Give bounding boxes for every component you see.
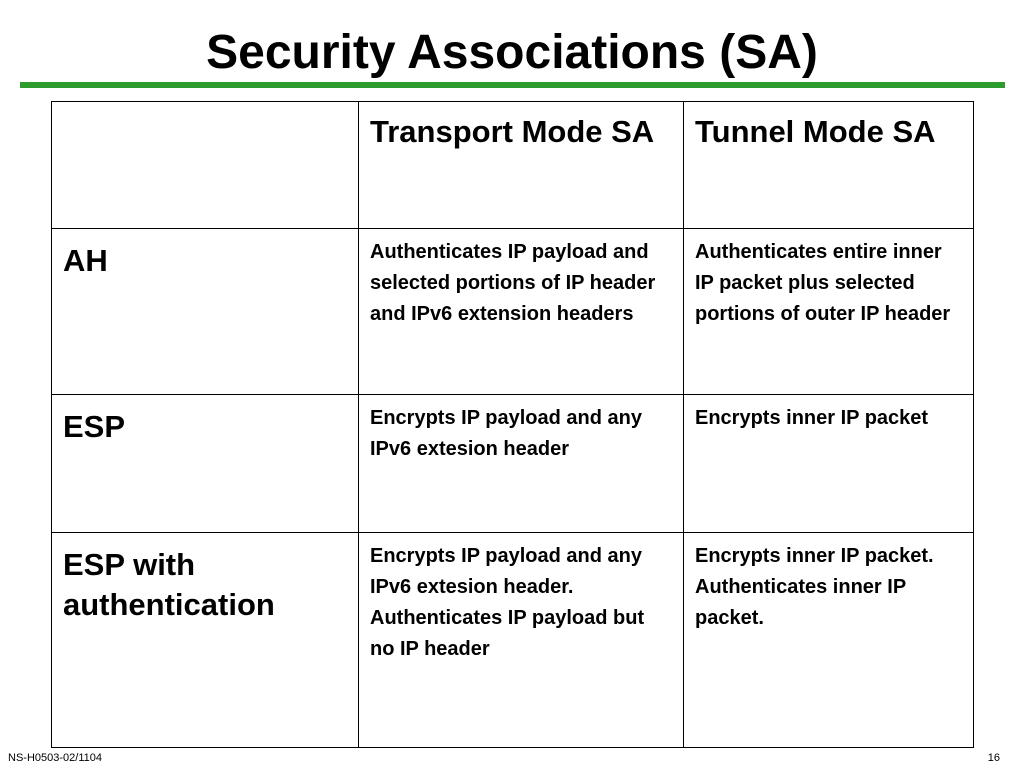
table-header-transport-mode: Transport Mode SA — [359, 102, 684, 229]
footer-page-number: 16 — [987, 752, 1000, 764]
cell-ah-tunnel: Authenticates entire inner IP packet plus selected portions of outer IP header — [684, 229, 974, 395]
cell-esp-auth-tunnel: Encrypts inner IP packet. Authenticates inner IP packet. — [684, 533, 974, 748]
table-row-ah — [52, 229, 974, 395]
table-row-esp-auth — [52, 533, 974, 748]
cell-esp-transport: Encrypts IP payload and any IPv6 extesion header — [359, 395, 684, 533]
sa-comparison-table — [51, 101, 974, 748]
row-label-esp-auth: ESP with authentication — [52, 533, 359, 748]
table-header-tunnel-mode: Tunnel Mode SA — [684, 102, 974, 229]
table-row-esp — [52, 395, 974, 533]
table-header-empty — [52, 102, 359, 229]
cell-esp-auth-transport: Encrypts IP payload and any IPv6 extesion header. Authenticates IP payload but no IP header — [359, 533, 684, 748]
footer-doc-id: NS-H0503-02/1104 — [8, 752, 102, 764]
table-header-row — [52, 102, 974, 229]
cell-esp-tunnel: Encrypts inner IP packet — [684, 395, 974, 533]
title-underline — [20, 82, 1005, 88]
row-label-ah: AH — [52, 229, 359, 395]
row-label-esp: ESP — [52, 395, 359, 533]
slide-title: Security Associations (SA) — [206, 26, 818, 79]
cell-ah-transport: Authenticates IP payload and selected portions of IP header and IPv6 extension headers — [359, 229, 684, 395]
